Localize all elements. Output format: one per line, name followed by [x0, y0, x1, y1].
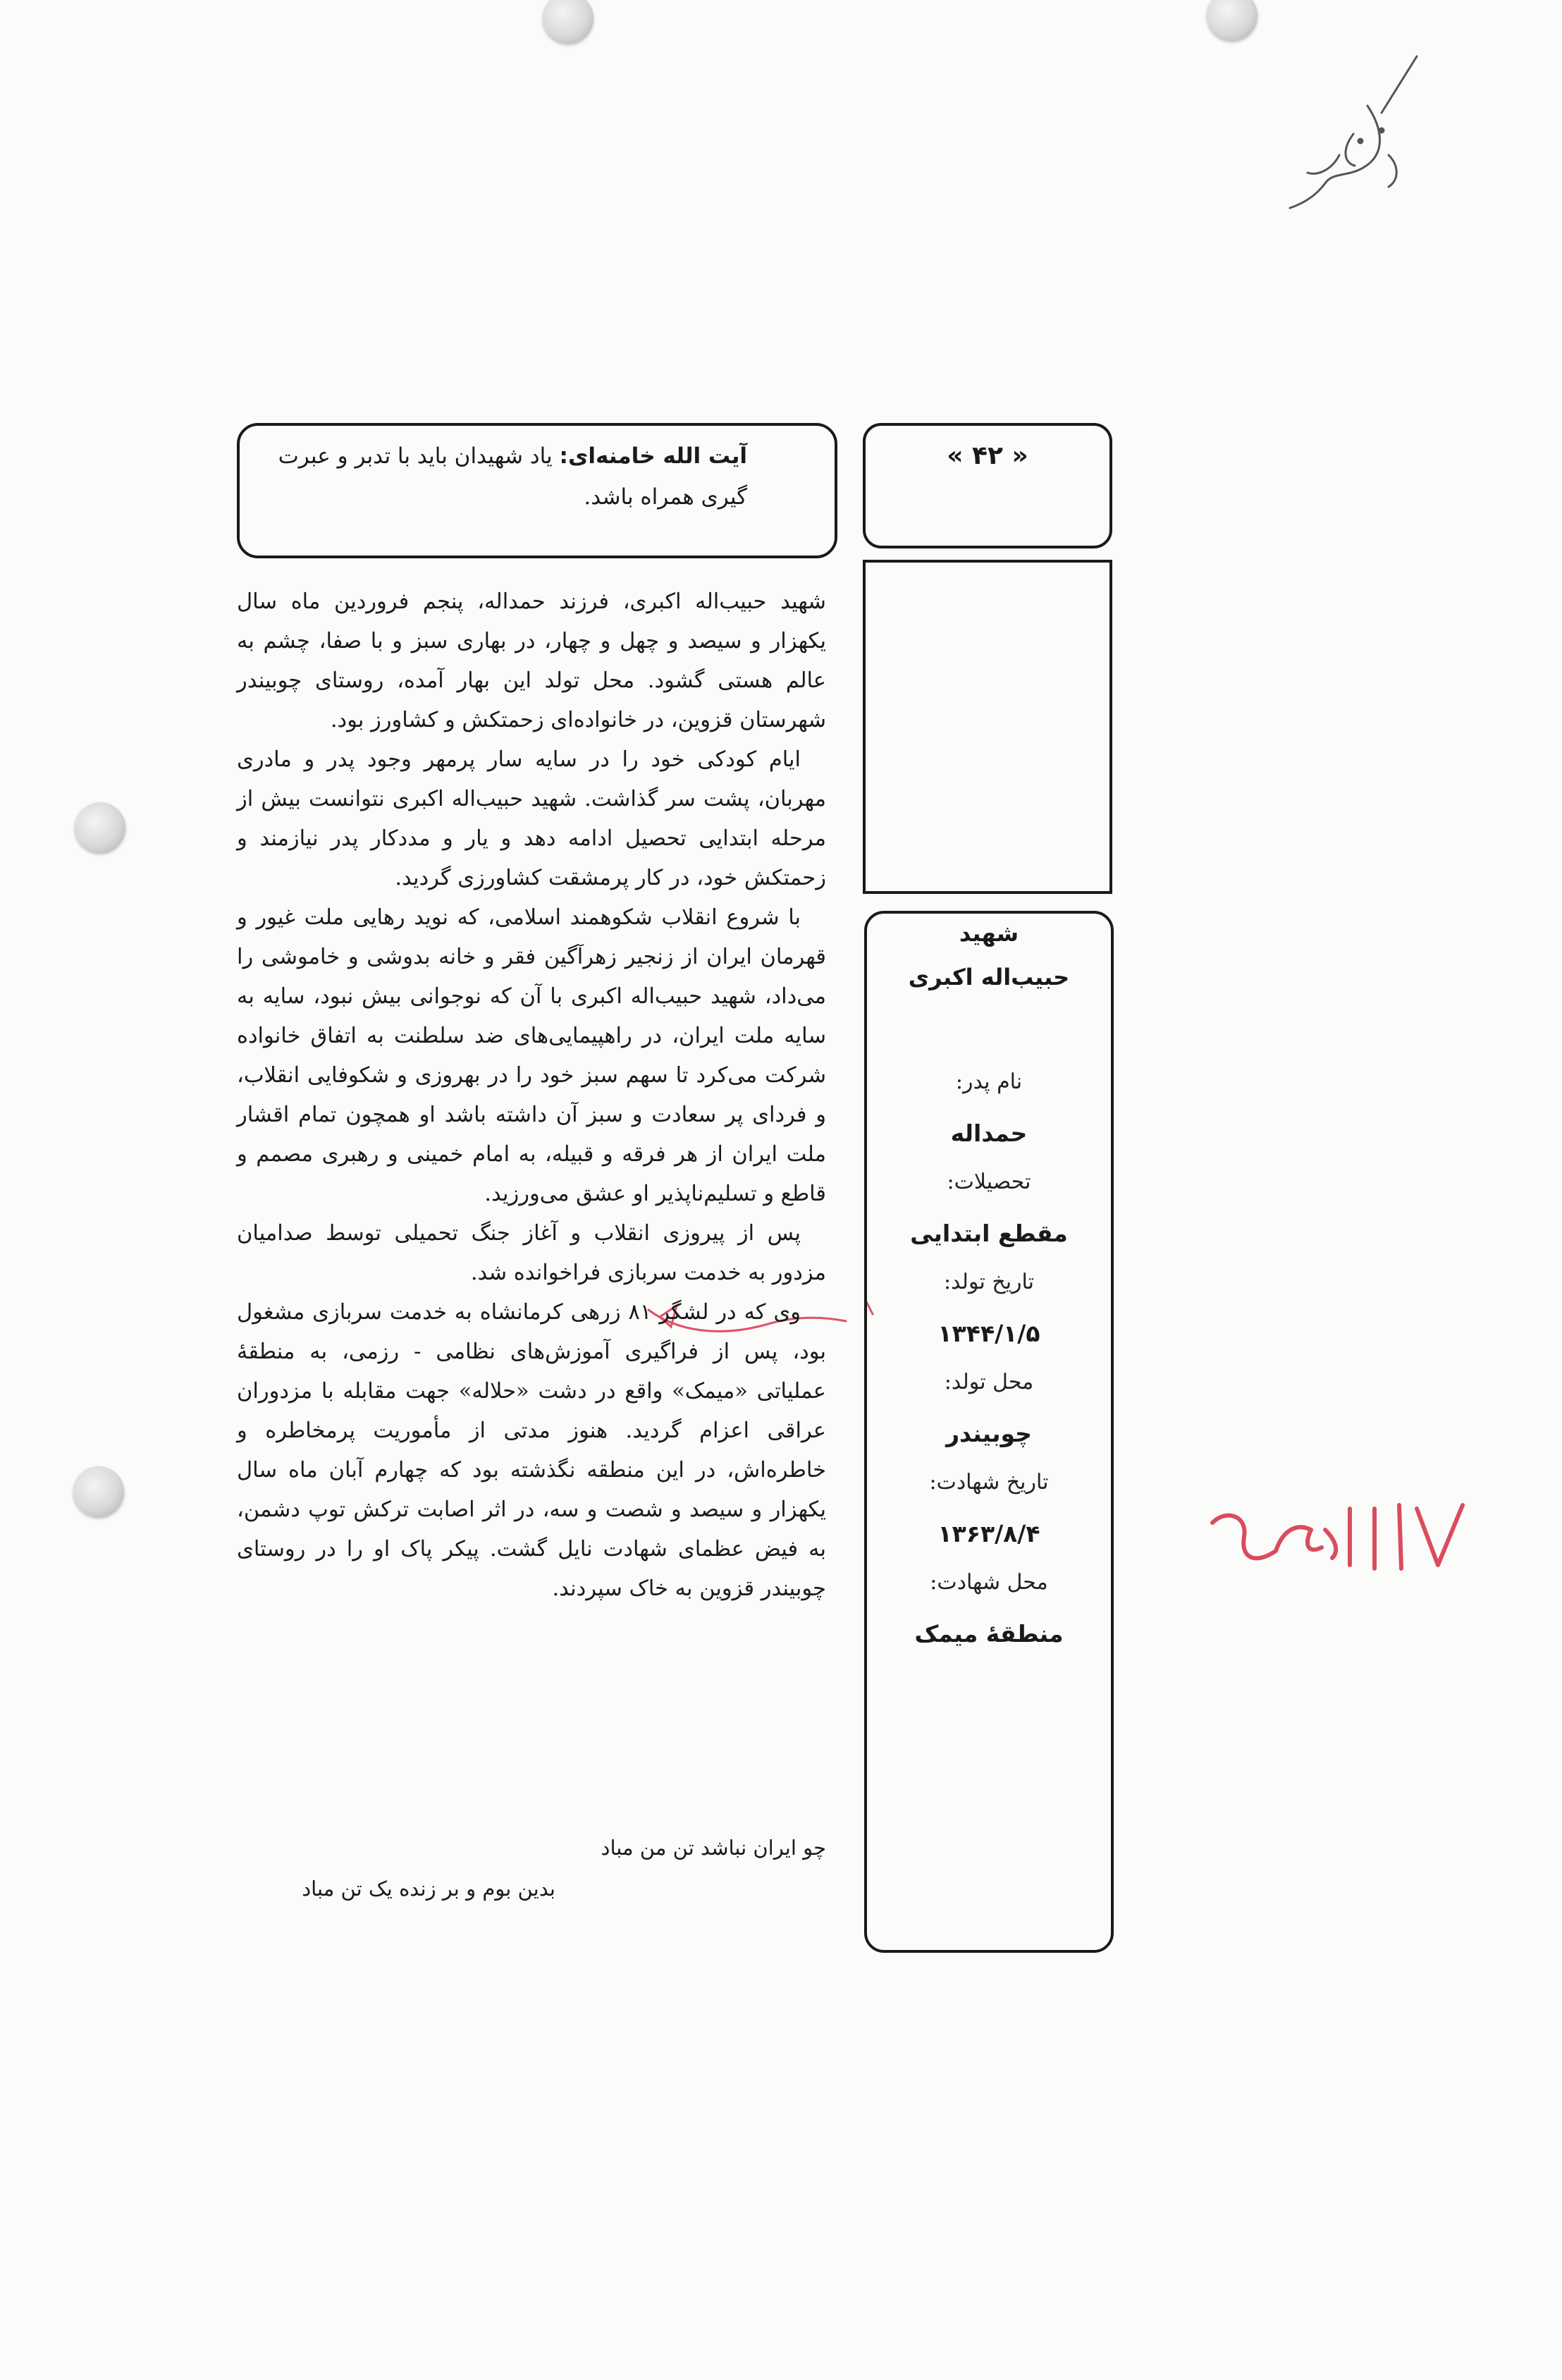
punch-hole: [75, 802, 125, 853]
punch-hole: [73, 1466, 124, 1517]
poem: [237, 1827, 826, 1909]
poem-line: بدین بوم و بر زنده یک تن مباد: [302, 1877, 555, 1901]
education-label: تحصیلات:: [947, 1170, 1031, 1194]
father-value: حمداله: [950, 1120, 1028, 1147]
quote-body: یاد شهیدان باید با تدبر و عبرت گیری همراه باشد.: [278, 443, 747, 510]
father-label: نام پدر:: [955, 1069, 1023, 1094]
martyrdom-date-value: ۱۳۶۳/۸/۴: [937, 1520, 1040, 1547]
paragraph: پس از پیروزی انقلاب و آغاز جنگ تحمیلی توسط صدامیان مزدور به خدمت سربازی فراخوانده شد.: [237, 1221, 826, 1285]
quote-author: آیت الله خامنه‌ای:: [559, 443, 747, 469]
handwritten-note: [1276, 49, 1431, 219]
page-number: « ۴۲ »: [947, 441, 1028, 470]
birth-date-label: تاریخ تولد:: [943, 1270, 1035, 1294]
quote-text: [261, 436, 747, 517]
punch-hole: [543, 0, 594, 44]
info-panel: [864, 911, 1114, 1652]
paragraph: شهید حبیب‌اله اکبری، فرزند حمداله، پنجم فروردین ماه سال یکهزار و سیصد و چهل و چهار، در بهاری سبز و با صفا، چشم به عالم هستی گشود. محل تولد این بهار آمده، روستای چوبیندر شهرستان قزوین، در خانواده‌ای زحمتکش و کشاورز بود.: [237, 589, 826, 732]
poem-line: چو ایران نباشد تن من مباد: [601, 1836, 826, 1860]
biography-text: [237, 582, 826, 1609]
handwritten-number: [1205, 1488, 1473, 1593]
education-value: مقطع ابتدایی: [910, 1220, 1068, 1247]
paragraph: وی که در لشگر ۸۱ زرهی کرمانشاه به خدمت سربازی مشغول بود، پس از فراگیری آموزش‌های نظامی - رزمی، به منطقهٔ عملیاتی «میمک» واقع در دشت «حلاله» جهت مقابله با مزدوران عراقی اعزام گردید. هنوز مدتی از مأموریت پرمخاطره و خاطره‌اش، در این منطقه نگذشته بود که چهارم آبان ماه سال یکهزار و سیصد و شصت و سه، در اثر اصابت ترکش توپ دشمن، به فیض عظمای شهادت نایل گشت. پیکر پاک او را در روستای چوبیندر قزوین به خاک سپردند.: [237, 1300, 826, 1601]
paragraph: با شروع انقلاب شکوهمند اسلامی، که نوید رهایی ملت غیور و قهرمان ایران از زنجیر زهرآگین فقر و خانه بدوشی و خاموشی را می‌داد، شهید حبیب‌اله اکبری با آن که نوجوانی بیش نبود، سایه به سایه ملت ایران، در راهپیمایی‌های ضد سلطنت به اتفاق خانواده شرکت می‌کرد تا سهم سبز خود را در بهروزی و شکوفایی انقلاب، و فردای پر سعادت و سبز آن داشته باشد او همچون تمام اقشار ملت ایران از هر فرقه و قبیله، به امام خمینی و رهبری مصمم و قاطع و تسلیم‌ناپذیر او عشق می‌ورزید.: [237, 905, 826, 1206]
photo-frame: [863, 560, 1112, 894]
birth-place-label: محل تولد:: [944, 1370, 1034, 1394]
info-heading-1: شهید: [959, 920, 1019, 947]
paragraph: ایام کودکی خود را در سایه سار پرمهر وجود پدر و مادری مهربان، پشت سر گذاشت. شهید حبیب‌اله اکبری نتوانست بیش از مرحله ابتدایی تحصیل ادامه دهد و یار و مددکار پدر نیازمند و زحمتکش خود، در کار پرمشقت کشاورزی گردید.: [237, 747, 827, 890]
martyrdom-place-label: محل شهادت:: [930, 1570, 1048, 1595]
birth-date-value: ۱۳۴۴/۱/۵: [937, 1320, 1040, 1347]
martyrdom-place-value: منطقهٔ میمک: [914, 1620, 1064, 1648]
birth-place-value: چوبیندر: [946, 1420, 1032, 1447]
martyrdom-date-label: تاریخ شهادت:: [929, 1470, 1049, 1495]
info-heading-2: حبیب‌اله اکبری: [908, 964, 1070, 990]
punch-hole: [1207, 0, 1257, 41]
